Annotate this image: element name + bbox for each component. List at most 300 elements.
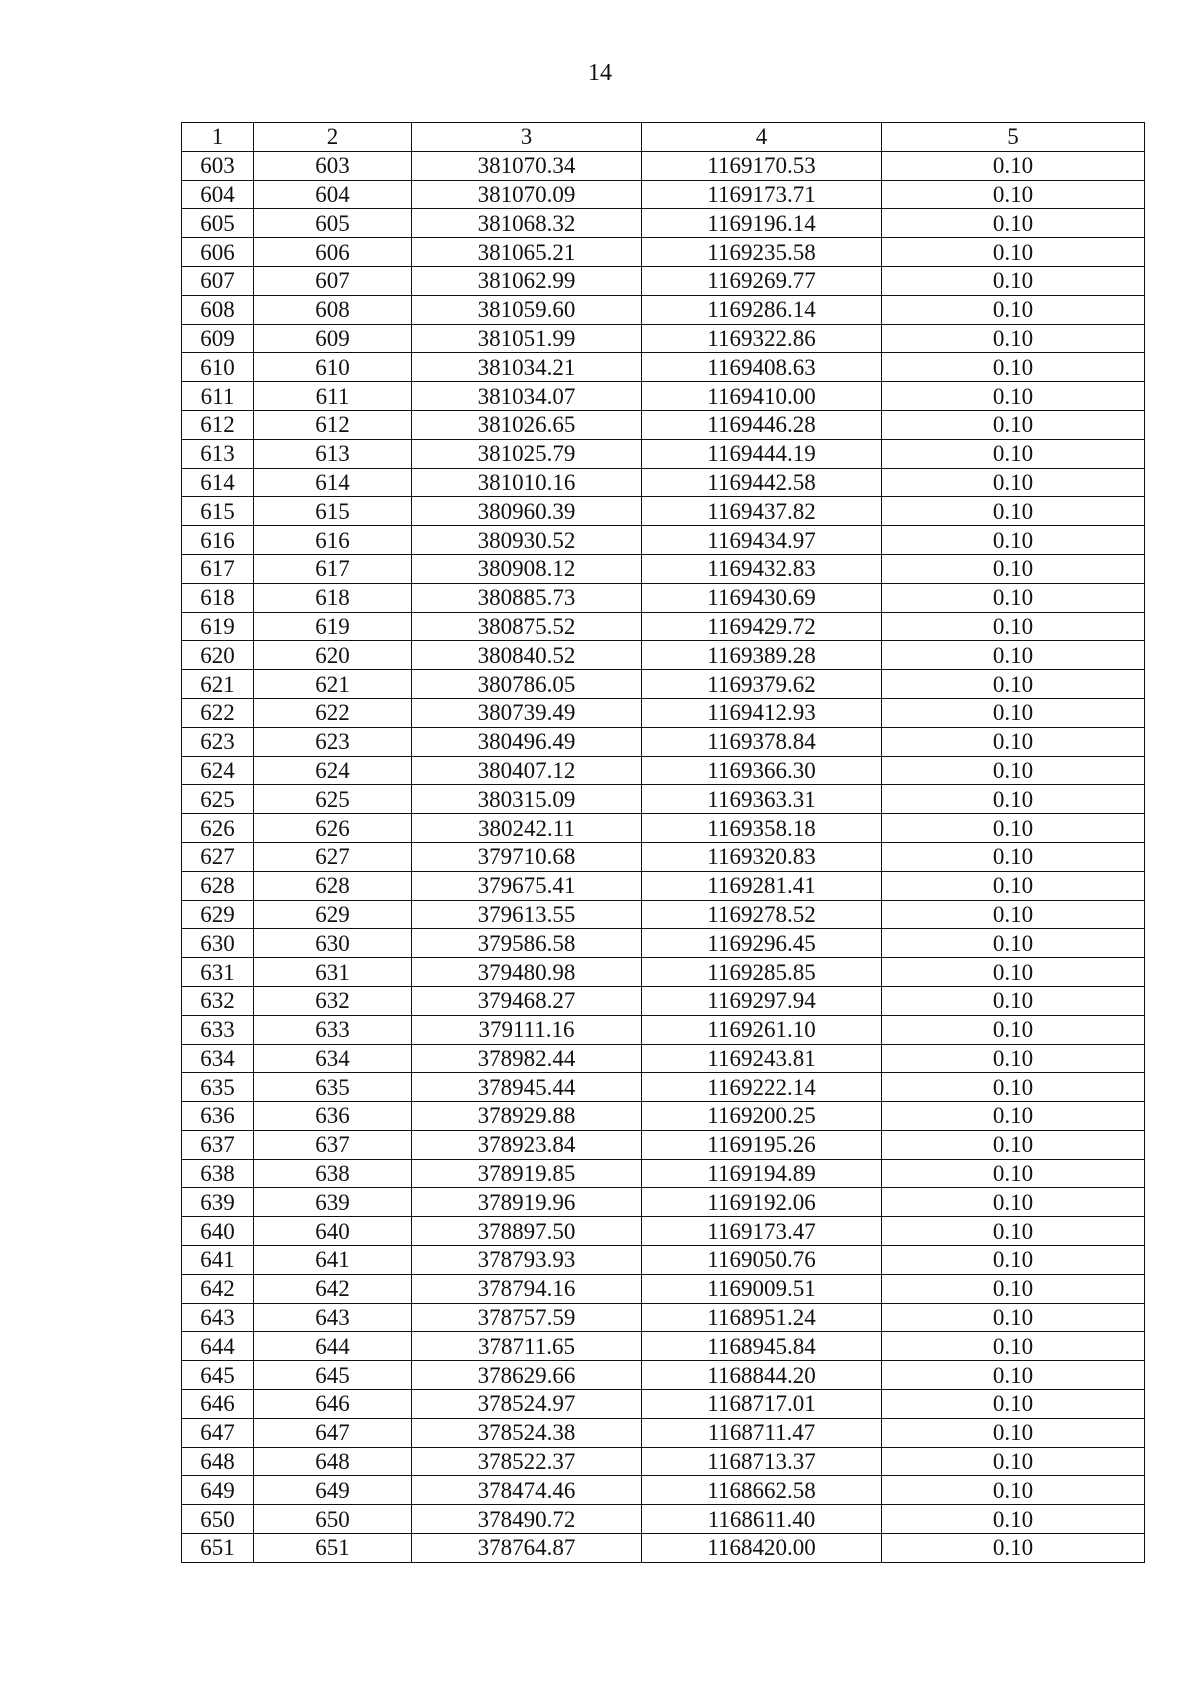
x-coordinate-cell: 378929.88 bbox=[412, 1102, 642, 1131]
table-row bbox=[182, 526, 1145, 555]
point-id-cell: 641 bbox=[254, 1246, 412, 1275]
point-number-cell: 643 bbox=[182, 1303, 254, 1332]
point-id-cell: 609 bbox=[254, 324, 412, 353]
y-coordinate-cell: 1169446.28 bbox=[642, 410, 882, 439]
column-header: 1 bbox=[182, 123, 254, 152]
point-number-cell: 636 bbox=[182, 1102, 254, 1131]
error-cell: 0.10 bbox=[882, 1303, 1145, 1332]
y-coordinate-cell: 1169195.26 bbox=[642, 1130, 882, 1159]
y-coordinate-cell: 1168713.37 bbox=[642, 1447, 882, 1476]
error-cell: 0.10 bbox=[882, 900, 1145, 929]
point-id-cell: 631 bbox=[254, 958, 412, 987]
x-coordinate-cell: 380786.05 bbox=[412, 670, 642, 699]
point-id-cell: 644 bbox=[254, 1332, 412, 1361]
error-cell: 0.10 bbox=[882, 670, 1145, 699]
y-coordinate-cell: 1169430.69 bbox=[642, 583, 882, 612]
table-row bbox=[182, 1418, 1145, 1447]
table-row bbox=[182, 641, 1145, 670]
point-id-cell: 604 bbox=[254, 180, 412, 209]
point-id-cell: 615 bbox=[254, 497, 412, 526]
y-coordinate-cell: 1169222.14 bbox=[642, 1073, 882, 1102]
x-coordinate-cell: 378524.38 bbox=[412, 1418, 642, 1447]
x-coordinate-cell: 378793.93 bbox=[412, 1246, 642, 1275]
x-coordinate-cell: 378711.65 bbox=[412, 1332, 642, 1361]
error-cell: 0.10 bbox=[882, 1390, 1145, 1419]
error-cell: 0.10 bbox=[882, 1476, 1145, 1505]
error-cell: 0.10 bbox=[882, 986, 1145, 1015]
point-number-cell: 629 bbox=[182, 900, 254, 929]
table-row bbox=[182, 295, 1145, 324]
error-cell: 0.10 bbox=[882, 382, 1145, 411]
point-number-cell: 624 bbox=[182, 756, 254, 785]
point-number-cell: 610 bbox=[182, 353, 254, 382]
error-cell: 0.10 bbox=[882, 295, 1145, 324]
point-number-cell: 613 bbox=[182, 439, 254, 468]
table-row bbox=[182, 468, 1145, 497]
error-cell: 0.10 bbox=[882, 641, 1145, 670]
point-id-cell: 622 bbox=[254, 698, 412, 727]
point-id-cell: 628 bbox=[254, 871, 412, 900]
y-coordinate-cell: 1169009.51 bbox=[642, 1274, 882, 1303]
x-coordinate-cell: 379613.55 bbox=[412, 900, 642, 929]
error-cell: 0.10 bbox=[882, 1015, 1145, 1044]
y-coordinate-cell: 1169296.45 bbox=[642, 929, 882, 958]
point-id-cell: 642 bbox=[254, 1274, 412, 1303]
table-row bbox=[182, 900, 1145, 929]
error-cell: 0.10 bbox=[882, 1447, 1145, 1476]
y-coordinate-cell: 1169050.76 bbox=[642, 1246, 882, 1275]
error-cell: 0.10 bbox=[882, 526, 1145, 555]
point-id-cell: 603 bbox=[254, 151, 412, 180]
y-coordinate-cell: 1169261.10 bbox=[642, 1015, 882, 1044]
point-number-cell: 642 bbox=[182, 1274, 254, 1303]
column-header: 4 bbox=[642, 123, 882, 152]
error-cell: 0.10 bbox=[882, 1361, 1145, 1390]
error-cell: 0.10 bbox=[882, 324, 1145, 353]
y-coordinate-cell: 1169410.00 bbox=[642, 382, 882, 411]
table-row bbox=[182, 583, 1145, 612]
x-coordinate-cell: 379710.68 bbox=[412, 842, 642, 871]
point-id-cell: 610 bbox=[254, 353, 412, 382]
table-row bbox=[182, 209, 1145, 238]
error-cell: 0.10 bbox=[882, 266, 1145, 295]
error-cell: 0.10 bbox=[882, 929, 1145, 958]
point-number-cell: 641 bbox=[182, 1246, 254, 1275]
x-coordinate-cell: 380242.11 bbox=[412, 814, 642, 843]
y-coordinate-cell: 1169429.72 bbox=[642, 612, 882, 641]
y-coordinate-cell: 1169170.53 bbox=[642, 151, 882, 180]
point-number-cell: 619 bbox=[182, 612, 254, 641]
error-cell: 0.10 bbox=[882, 1044, 1145, 1073]
x-coordinate-cell: 380960.39 bbox=[412, 497, 642, 526]
x-coordinate-cell: 378764.87 bbox=[412, 1534, 642, 1563]
table-row bbox=[182, 238, 1145, 267]
x-coordinate-cell: 381059.60 bbox=[412, 295, 642, 324]
table-row bbox=[182, 986, 1145, 1015]
point-id-cell: 620 bbox=[254, 641, 412, 670]
table-row bbox=[182, 670, 1145, 699]
point-id-cell: 639 bbox=[254, 1188, 412, 1217]
table-row bbox=[182, 1130, 1145, 1159]
table-row bbox=[182, 1217, 1145, 1246]
point-number-cell: 627 bbox=[182, 842, 254, 871]
y-coordinate-cell: 1169192.06 bbox=[642, 1188, 882, 1217]
table-row bbox=[182, 1534, 1145, 1563]
y-coordinate-cell: 1168611.40 bbox=[642, 1505, 882, 1534]
point-number-cell: 631 bbox=[182, 958, 254, 987]
point-number-cell: 605 bbox=[182, 209, 254, 238]
error-cell: 0.10 bbox=[882, 1073, 1145, 1102]
point-number-cell: 623 bbox=[182, 727, 254, 756]
point-id-cell: 614 bbox=[254, 468, 412, 497]
point-number-cell: 611 bbox=[182, 382, 254, 411]
x-coordinate-cell: 378490.72 bbox=[412, 1505, 642, 1534]
point-number-cell: 638 bbox=[182, 1159, 254, 1188]
point-number-cell: 639 bbox=[182, 1188, 254, 1217]
x-coordinate-cell: 380840.52 bbox=[412, 641, 642, 670]
y-coordinate-cell: 1169412.93 bbox=[642, 698, 882, 727]
point-id-cell: 605 bbox=[254, 209, 412, 238]
error-cell: 0.10 bbox=[882, 756, 1145, 785]
table-row bbox=[182, 1246, 1145, 1275]
y-coordinate-cell: 1169281.41 bbox=[642, 871, 882, 900]
x-coordinate-cell: 381026.65 bbox=[412, 410, 642, 439]
point-id-cell: 624 bbox=[254, 756, 412, 785]
point-id-cell: 636 bbox=[254, 1102, 412, 1131]
error-cell: 0.10 bbox=[882, 612, 1145, 641]
x-coordinate-cell: 381065.21 bbox=[412, 238, 642, 267]
point-number-cell: 604 bbox=[182, 180, 254, 209]
y-coordinate-cell: 1168420.00 bbox=[642, 1534, 882, 1563]
column-header: 3 bbox=[412, 123, 642, 152]
point-number-cell: 608 bbox=[182, 295, 254, 324]
point-id-cell: 637 bbox=[254, 1130, 412, 1159]
x-coordinate-cell: 379586.58 bbox=[412, 929, 642, 958]
error-cell: 0.10 bbox=[882, 238, 1145, 267]
point-number-cell: 637 bbox=[182, 1130, 254, 1159]
x-coordinate-cell: 378474.46 bbox=[412, 1476, 642, 1505]
x-coordinate-cell: 378923.84 bbox=[412, 1130, 642, 1159]
table-row bbox=[182, 871, 1145, 900]
x-coordinate-cell: 381070.34 bbox=[412, 151, 642, 180]
point-number-cell: 625 bbox=[182, 785, 254, 814]
x-coordinate-cell: 381034.07 bbox=[412, 382, 642, 411]
point-number-cell: 644 bbox=[182, 1332, 254, 1361]
table-row bbox=[182, 1505, 1145, 1534]
point-id-cell: 621 bbox=[254, 670, 412, 699]
point-id-cell: 633 bbox=[254, 1015, 412, 1044]
error-cell: 0.10 bbox=[882, 209, 1145, 238]
point-id-cell: 638 bbox=[254, 1159, 412, 1188]
table-row bbox=[182, 497, 1145, 526]
point-id-cell: 632 bbox=[254, 986, 412, 1015]
table-row bbox=[182, 410, 1145, 439]
table-header bbox=[182, 123, 1145, 152]
point-id-cell: 640 bbox=[254, 1217, 412, 1246]
table-body bbox=[182, 151, 1145, 1562]
error-cell: 0.10 bbox=[882, 180, 1145, 209]
y-coordinate-cell: 1168951.24 bbox=[642, 1303, 882, 1332]
error-cell: 0.10 bbox=[882, 1188, 1145, 1217]
error-cell: 0.10 bbox=[882, 1246, 1145, 1275]
error-cell: 0.10 bbox=[882, 1418, 1145, 1447]
point-number-cell: 622 bbox=[182, 698, 254, 727]
point-number-cell: 618 bbox=[182, 583, 254, 612]
point-id-cell: 649 bbox=[254, 1476, 412, 1505]
point-number-cell: 616 bbox=[182, 526, 254, 555]
y-coordinate-cell: 1169389.28 bbox=[642, 641, 882, 670]
point-number-cell: 609 bbox=[182, 324, 254, 353]
point-id-cell: 629 bbox=[254, 900, 412, 929]
table-row bbox=[182, 1159, 1145, 1188]
table-row bbox=[182, 1274, 1145, 1303]
x-coordinate-cell: 381034.21 bbox=[412, 353, 642, 382]
x-coordinate-cell: 381025.79 bbox=[412, 439, 642, 468]
x-coordinate-cell: 380930.52 bbox=[412, 526, 642, 555]
table-row bbox=[182, 180, 1145, 209]
point-number-cell: 648 bbox=[182, 1447, 254, 1476]
error-cell: 0.10 bbox=[882, 842, 1145, 871]
x-coordinate-cell: 378757.59 bbox=[412, 1303, 642, 1332]
y-coordinate-cell: 1169358.18 bbox=[642, 814, 882, 843]
point-id-cell: 623 bbox=[254, 727, 412, 756]
error-cell: 0.10 bbox=[882, 1130, 1145, 1159]
y-coordinate-cell: 1169269.77 bbox=[642, 266, 882, 295]
table-row bbox=[182, 1303, 1145, 1332]
error-cell: 0.10 bbox=[882, 1505, 1145, 1534]
y-coordinate-cell: 1169444.19 bbox=[642, 439, 882, 468]
point-id-cell: 651 bbox=[254, 1534, 412, 1563]
point-number-cell: 614 bbox=[182, 468, 254, 497]
y-coordinate-cell: 1168662.58 bbox=[642, 1476, 882, 1505]
table-row bbox=[182, 151, 1145, 180]
page-number: 14 bbox=[588, 60, 612, 86]
table-row bbox=[182, 382, 1145, 411]
y-coordinate-cell: 1169363.31 bbox=[642, 785, 882, 814]
y-coordinate-cell: 1169196.14 bbox=[642, 209, 882, 238]
error-cell: 0.10 bbox=[882, 958, 1145, 987]
coordinates-table bbox=[181, 122, 1145, 1563]
y-coordinate-cell: 1168844.20 bbox=[642, 1361, 882, 1390]
y-coordinate-cell: 1169432.83 bbox=[642, 554, 882, 583]
point-number-cell: 649 bbox=[182, 1476, 254, 1505]
y-coordinate-cell: 1169437.82 bbox=[642, 497, 882, 526]
table-row bbox=[182, 1361, 1145, 1390]
point-id-cell: 617 bbox=[254, 554, 412, 583]
x-coordinate-cell: 380407.12 bbox=[412, 756, 642, 785]
x-coordinate-cell: 379675.41 bbox=[412, 871, 642, 900]
error-cell: 0.10 bbox=[882, 1274, 1145, 1303]
x-coordinate-cell: 381068.32 bbox=[412, 209, 642, 238]
point-id-cell: 611 bbox=[254, 382, 412, 411]
error-cell: 0.10 bbox=[882, 468, 1145, 497]
y-coordinate-cell: 1169278.52 bbox=[642, 900, 882, 929]
y-coordinate-cell: 1169322.86 bbox=[642, 324, 882, 353]
point-id-cell: 626 bbox=[254, 814, 412, 843]
error-cell: 0.10 bbox=[882, 727, 1145, 756]
point-id-cell: 608 bbox=[254, 295, 412, 324]
x-coordinate-cell: 378982.44 bbox=[412, 1044, 642, 1073]
table-row bbox=[182, 554, 1145, 583]
y-coordinate-cell: 1169408.63 bbox=[642, 353, 882, 382]
y-coordinate-cell: 1169442.58 bbox=[642, 468, 882, 497]
x-coordinate-cell: 378522.37 bbox=[412, 1447, 642, 1476]
table-row bbox=[182, 929, 1145, 958]
y-coordinate-cell: 1169297.94 bbox=[642, 986, 882, 1015]
point-id-cell: 618 bbox=[254, 583, 412, 612]
point-number-cell: 630 bbox=[182, 929, 254, 958]
point-id-cell: 616 bbox=[254, 526, 412, 555]
x-coordinate-cell: 381010.16 bbox=[412, 468, 642, 497]
error-cell: 0.10 bbox=[882, 1217, 1145, 1246]
y-coordinate-cell: 1168945.84 bbox=[642, 1332, 882, 1361]
point-number-cell: 621 bbox=[182, 670, 254, 699]
table-row bbox=[182, 1447, 1145, 1476]
error-cell: 0.10 bbox=[882, 410, 1145, 439]
x-coordinate-cell: 378919.96 bbox=[412, 1188, 642, 1217]
point-id-cell: 643 bbox=[254, 1303, 412, 1332]
y-coordinate-cell: 1169320.83 bbox=[642, 842, 882, 871]
point-id-cell: 612 bbox=[254, 410, 412, 439]
point-number-cell: 612 bbox=[182, 410, 254, 439]
table-row bbox=[182, 1073, 1145, 1102]
error-cell: 0.10 bbox=[882, 698, 1145, 727]
point-number-cell: 615 bbox=[182, 497, 254, 526]
x-coordinate-cell: 378945.44 bbox=[412, 1073, 642, 1102]
point-number-cell: 650 bbox=[182, 1505, 254, 1534]
error-cell: 0.10 bbox=[882, 583, 1145, 612]
point-id-cell: 613 bbox=[254, 439, 412, 468]
point-id-cell: 625 bbox=[254, 785, 412, 814]
x-coordinate-cell: 381062.99 bbox=[412, 266, 642, 295]
point-number-cell: 640 bbox=[182, 1217, 254, 1246]
table-row bbox=[182, 324, 1145, 353]
table-row bbox=[182, 785, 1145, 814]
error-cell: 0.10 bbox=[882, 554, 1145, 583]
x-coordinate-cell: 378897.50 bbox=[412, 1217, 642, 1246]
point-number-cell: 651 bbox=[182, 1534, 254, 1563]
y-coordinate-cell: 1168717.01 bbox=[642, 1390, 882, 1419]
y-coordinate-cell: 1169286.14 bbox=[642, 295, 882, 324]
y-coordinate-cell: 1169173.47 bbox=[642, 1217, 882, 1246]
point-number-cell: 632 bbox=[182, 986, 254, 1015]
column-header: 5 bbox=[882, 123, 1145, 152]
table-row bbox=[182, 353, 1145, 382]
point-id-cell: 648 bbox=[254, 1447, 412, 1476]
error-cell: 0.10 bbox=[882, 353, 1145, 382]
y-coordinate-cell: 1168711.47 bbox=[642, 1418, 882, 1447]
x-coordinate-cell: 380315.09 bbox=[412, 785, 642, 814]
error-cell: 0.10 bbox=[882, 439, 1145, 468]
error-cell: 0.10 bbox=[882, 814, 1145, 843]
error-cell: 0.10 bbox=[882, 785, 1145, 814]
point-number-cell: 634 bbox=[182, 1044, 254, 1073]
x-coordinate-cell: 378794.16 bbox=[412, 1274, 642, 1303]
point-id-cell: 635 bbox=[254, 1073, 412, 1102]
table-row bbox=[182, 698, 1145, 727]
table-row bbox=[182, 1476, 1145, 1505]
table-row bbox=[182, 1015, 1145, 1044]
x-coordinate-cell: 380875.52 bbox=[412, 612, 642, 641]
table-row bbox=[182, 266, 1145, 295]
point-id-cell: 619 bbox=[254, 612, 412, 641]
point-id-cell: 630 bbox=[254, 929, 412, 958]
error-cell: 0.10 bbox=[882, 1102, 1145, 1131]
point-number-cell: 635 bbox=[182, 1073, 254, 1102]
table-row bbox=[182, 1390, 1145, 1419]
x-coordinate-cell: 380885.73 bbox=[412, 583, 642, 612]
error-cell: 0.10 bbox=[882, 1534, 1145, 1563]
point-number-cell: 647 bbox=[182, 1418, 254, 1447]
x-coordinate-cell: 378629.66 bbox=[412, 1361, 642, 1390]
table-row bbox=[182, 756, 1145, 785]
y-coordinate-cell: 1169173.71 bbox=[642, 180, 882, 209]
y-coordinate-cell: 1169434.97 bbox=[642, 526, 882, 555]
table-row bbox=[182, 958, 1145, 987]
column-header: 2 bbox=[254, 123, 412, 152]
point-number-cell: 620 bbox=[182, 641, 254, 670]
table-row bbox=[182, 814, 1145, 843]
header-row bbox=[182, 123, 1145, 152]
error-cell: 0.10 bbox=[882, 497, 1145, 526]
table-row bbox=[182, 842, 1145, 871]
y-coordinate-cell: 1169243.81 bbox=[642, 1044, 882, 1073]
x-coordinate-cell: 379111.16 bbox=[412, 1015, 642, 1044]
table-row bbox=[182, 1188, 1145, 1217]
y-coordinate-cell: 1169378.84 bbox=[642, 727, 882, 756]
error-cell: 0.10 bbox=[882, 151, 1145, 180]
point-id-cell: 647 bbox=[254, 1418, 412, 1447]
y-coordinate-cell: 1169285.85 bbox=[642, 958, 882, 987]
table-row bbox=[182, 1332, 1145, 1361]
point-number-cell: 606 bbox=[182, 238, 254, 267]
point-id-cell: 650 bbox=[254, 1505, 412, 1534]
point-id-cell: 634 bbox=[254, 1044, 412, 1073]
point-number-cell: 603 bbox=[182, 151, 254, 180]
error-cell: 0.10 bbox=[882, 1332, 1145, 1361]
x-coordinate-cell: 378919.85 bbox=[412, 1159, 642, 1188]
point-id-cell: 627 bbox=[254, 842, 412, 871]
error-cell: 0.10 bbox=[882, 871, 1145, 900]
point-number-cell: 645 bbox=[182, 1361, 254, 1390]
error-cell: 0.10 bbox=[882, 1159, 1145, 1188]
y-coordinate-cell: 1169366.30 bbox=[642, 756, 882, 785]
table-row bbox=[182, 1044, 1145, 1073]
y-coordinate-cell: 1169194.89 bbox=[642, 1159, 882, 1188]
point-number-cell: 607 bbox=[182, 266, 254, 295]
table-row bbox=[182, 439, 1145, 468]
table-row bbox=[182, 612, 1145, 641]
x-coordinate-cell: 380908.12 bbox=[412, 554, 642, 583]
x-coordinate-cell: 381051.99 bbox=[412, 324, 642, 353]
x-coordinate-cell: 380496.49 bbox=[412, 727, 642, 756]
point-number-cell: 628 bbox=[182, 871, 254, 900]
y-coordinate-cell: 1169379.62 bbox=[642, 670, 882, 699]
point-number-cell: 626 bbox=[182, 814, 254, 843]
x-coordinate-cell: 379480.98 bbox=[412, 958, 642, 987]
table-row bbox=[182, 727, 1145, 756]
point-id-cell: 607 bbox=[254, 266, 412, 295]
point-number-cell: 617 bbox=[182, 554, 254, 583]
point-id-cell: 645 bbox=[254, 1361, 412, 1390]
point-number-cell: 646 bbox=[182, 1390, 254, 1419]
point-id-cell: 606 bbox=[254, 238, 412, 267]
x-coordinate-cell: 379468.27 bbox=[412, 986, 642, 1015]
x-coordinate-cell: 380739.49 bbox=[412, 698, 642, 727]
x-coordinate-cell: 381070.09 bbox=[412, 180, 642, 209]
point-number-cell: 633 bbox=[182, 1015, 254, 1044]
point-id-cell: 646 bbox=[254, 1390, 412, 1419]
